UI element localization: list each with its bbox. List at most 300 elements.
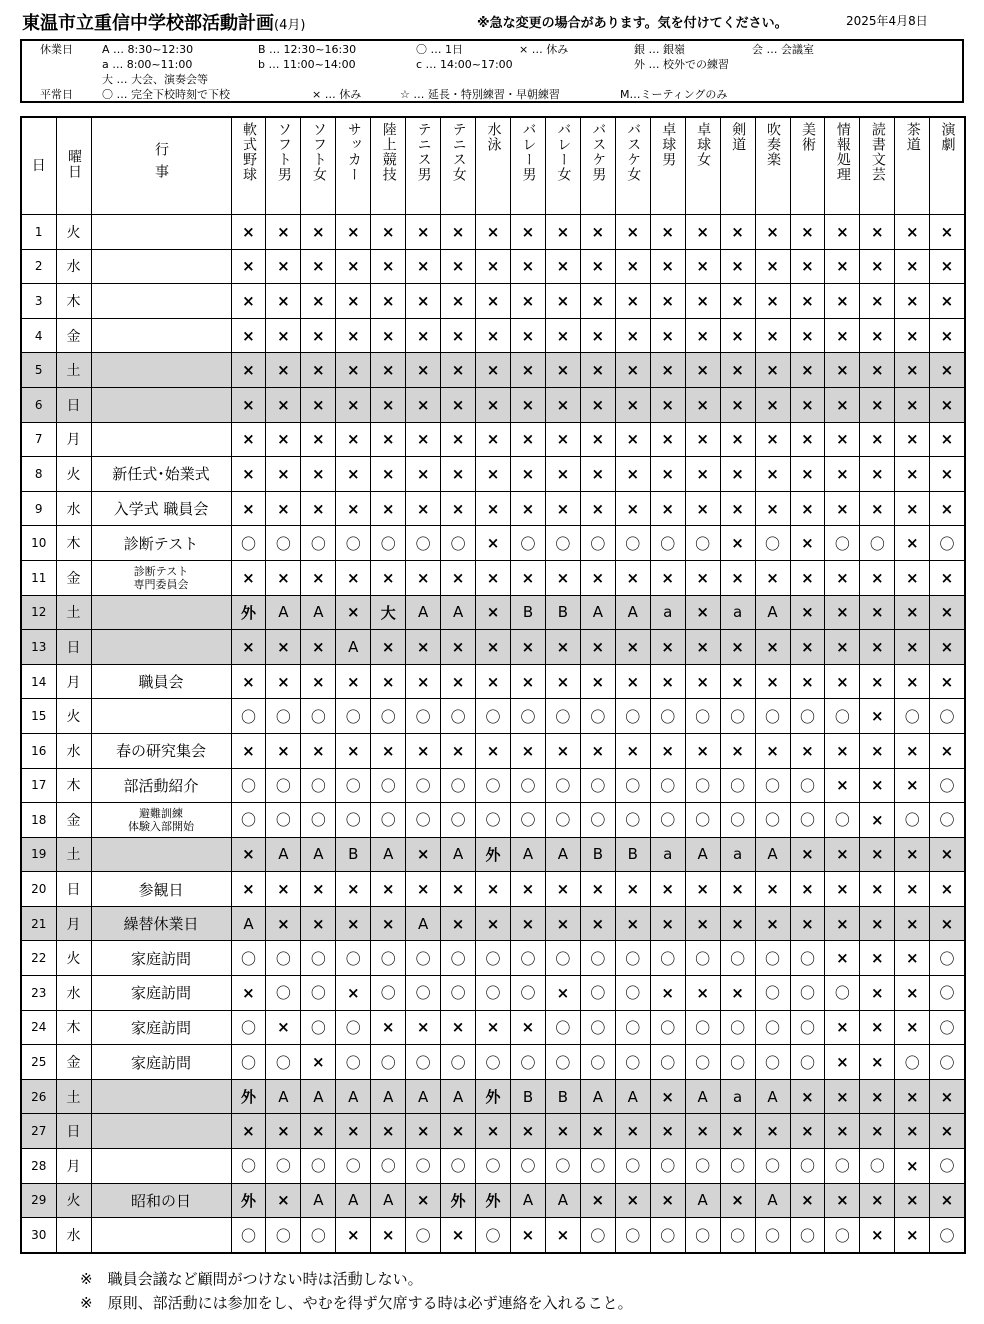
table-row <box>21 664 965 699</box>
activity-cell: 〇 <box>755 1149 790 1184</box>
club-header: 茶道 <box>895 117 930 215</box>
activity-cell: × <box>545 387 580 422</box>
day-number: 10 <box>21 526 56 561</box>
event-cell <box>91 699 231 734</box>
activity-cell: 〇 <box>371 803 406 838</box>
activity-cell: 〇 <box>301 1218 336 1253</box>
activity-cell: × <box>930 1114 965 1149</box>
table-row <box>21 215 965 250</box>
activity-cell: 〇 <box>371 1149 406 1184</box>
activity-cell: × <box>511 491 546 526</box>
activity-cell: × <box>231 284 266 319</box>
activity-cell: × <box>720 249 755 284</box>
activity-cell: A <box>371 1183 406 1218</box>
day-of-week: 日 <box>56 1114 91 1149</box>
legend-b: b … 11:00~14:00 <box>258 58 356 71</box>
activity-cell: 〇 <box>755 768 790 803</box>
activity-cell: A <box>545 837 580 872</box>
activity-cell: × <box>720 318 755 353</box>
activity-cell: 〇 <box>336 526 371 561</box>
activity-cell: × <box>685 630 720 665</box>
activity-cell: × <box>650 422 685 457</box>
activity-cell: × <box>720 526 755 561</box>
activity-cell: 〇 <box>720 1149 755 1184</box>
activity-cell: 〇 <box>301 768 336 803</box>
event-cell: 職員会 <box>91 664 231 699</box>
activity-cell: 〇 <box>371 976 406 1011</box>
activity-cell: × <box>650 733 685 768</box>
day-number: 25 <box>21 1045 56 1080</box>
activity-cell: × <box>755 457 790 492</box>
activity-cell: × <box>301 664 336 699</box>
activity-cell: × <box>825 387 860 422</box>
activity-cell: × <box>790 906 825 941</box>
activity-cell: 〇 <box>231 768 266 803</box>
activity-cell: × <box>615 1114 650 1149</box>
event-cell: 部活動紹介 <box>91 768 231 803</box>
activity-cell: × <box>371 422 406 457</box>
activity-cell: 〇 <box>266 976 301 1011</box>
activity-cell: 〇 <box>231 1010 266 1045</box>
activity-cell: × <box>790 249 825 284</box>
activity-cell: × <box>650 1114 685 1149</box>
activity-cell: × <box>790 630 825 665</box>
activity-cell: × <box>685 906 720 941</box>
page-title: 東温市立重信中学校部活動計画(4月) <box>22 13 306 34</box>
activity-cell: × <box>301 491 336 526</box>
club-header: バレー女 <box>545 117 580 215</box>
activity-cell: × <box>511 353 546 388</box>
activity-cell: × <box>301 1114 336 1149</box>
activity-cell: × <box>685 422 720 457</box>
activity-cell: × <box>650 664 685 699</box>
event-cell <box>91 837 231 872</box>
table-row <box>21 976 965 1011</box>
activity-cell: 〇 <box>580 1218 615 1253</box>
activity-cell: A <box>231 906 266 941</box>
activity-cell: × <box>301 906 336 941</box>
legend-kai: 会 … 会議室 <box>752 43 814 56</box>
activity-cell: A <box>336 1079 371 1114</box>
activity-cell: 〇 <box>580 699 615 734</box>
activity-cell: 〇 <box>615 1149 650 1184</box>
activity-cell: × <box>895 318 930 353</box>
event-cell <box>91 1079 231 1114</box>
event-cell: 家庭訪問 <box>91 976 231 1011</box>
activity-cell: × <box>930 560 965 595</box>
activity-cell: 〇 <box>441 526 476 561</box>
activity-cell: A <box>301 837 336 872</box>
activity-cell: × <box>860 906 895 941</box>
activity-cell: × <box>825 872 860 907</box>
activity-cell: × <box>266 284 301 319</box>
activity-cell: 〇 <box>545 526 580 561</box>
activity-cell: × <box>231 976 266 1011</box>
event-cell <box>91 387 231 422</box>
activity-cell: × <box>545 733 580 768</box>
activity-cell: 〇 <box>406 976 441 1011</box>
activity-cell: × <box>371 353 406 388</box>
activity-cell: × <box>301 387 336 422</box>
table-row <box>21 872 965 907</box>
activity-cell: × <box>615 457 650 492</box>
activity-cell: × <box>720 284 755 319</box>
activity-cell: × <box>511 1218 546 1253</box>
activity-cell: × <box>895 491 930 526</box>
activity-cell: × <box>441 353 476 388</box>
activity-cell: 〇 <box>406 1149 441 1184</box>
activity-cell: 〇 <box>231 941 266 976</box>
activity-cell: × <box>266 215 301 250</box>
activity-cell: × <box>406 457 441 492</box>
activity-cell: × <box>650 560 685 595</box>
activity-cell: × <box>266 457 301 492</box>
activity-cell: 〇 <box>615 803 650 838</box>
activity-cell: × <box>650 284 685 319</box>
activity-cell: 〇 <box>825 803 860 838</box>
activity-cell: × <box>301 630 336 665</box>
activity-cell: × <box>685 353 720 388</box>
legend-O: 〇 … 1日 <box>416 43 463 56</box>
change-notice: ※急な変更の場合があります。気を付けてください。 <box>477 16 788 31</box>
activity-cell: × <box>301 733 336 768</box>
activity-cell: × <box>441 387 476 422</box>
activity-cell: × <box>511 387 546 422</box>
table-row <box>21 1149 965 1184</box>
activity-cell: × <box>860 941 895 976</box>
club-header: バスケ男 <box>580 117 615 215</box>
activity-cell: × <box>720 733 755 768</box>
activity-cell: × <box>476 422 511 457</box>
activity-cell: 〇 <box>685 941 720 976</box>
activity-cell: × <box>895 768 930 803</box>
activity-cell: × <box>441 664 476 699</box>
table-row <box>21 526 965 561</box>
table-row <box>21 768 965 803</box>
activity-cell: × <box>790 733 825 768</box>
activity-cell: 外 <box>476 837 511 872</box>
activity-cell: 外 <box>231 1183 266 1218</box>
activity-cell: B <box>545 1079 580 1114</box>
activity-cell: × <box>371 1114 406 1149</box>
activity-cell: A <box>615 595 650 630</box>
activity-cell: × <box>930 1079 965 1114</box>
activity-cell: 〇 <box>860 526 895 561</box>
activity-cell: × <box>615 215 650 250</box>
activity-cell: × <box>441 906 476 941</box>
event-cell <box>91 595 231 630</box>
activity-cell: 〇 <box>790 1045 825 1080</box>
activity-cell: a <box>720 837 755 872</box>
activity-cell: × <box>930 906 965 941</box>
activity-cell: × <box>685 215 720 250</box>
event-cell: 診断テスト 専門委員会 <box>91 560 231 595</box>
activity-cell: × <box>860 318 895 353</box>
activity-cell: × <box>511 630 546 665</box>
activity-cell: × <box>231 630 266 665</box>
activity-cell: × <box>231 353 266 388</box>
activity-cell: A <box>615 1079 650 1114</box>
event-cell <box>91 630 231 665</box>
activity-cell: × <box>371 457 406 492</box>
activity-cell: × <box>545 249 580 284</box>
activity-cell: × <box>860 560 895 595</box>
activity-cell: 〇 <box>615 1218 650 1253</box>
activity-cell: 〇 <box>511 1045 546 1080</box>
activity-cell: × <box>930 837 965 872</box>
activity-cell: × <box>755 318 790 353</box>
activity-cell: B <box>580 837 615 872</box>
activity-cell: × <box>685 1114 720 1149</box>
activity-cell: × <box>790 595 825 630</box>
activity-cell: 〇 <box>231 699 266 734</box>
day-number: 29 <box>21 1183 56 1218</box>
activity-cell: 〇 <box>580 526 615 561</box>
day-of-week: 日 <box>56 387 91 422</box>
table-row <box>21 1183 965 1218</box>
day-of-week: 火 <box>56 1183 91 1218</box>
activity-cell: × <box>580 215 615 250</box>
club-header: 美術 <box>790 117 825 215</box>
activity-cell: 〇 <box>650 1010 685 1045</box>
activity-cell: × <box>615 906 650 941</box>
activity-cell: × <box>860 630 895 665</box>
activity-cell: 〇 <box>545 699 580 734</box>
activity-cell: × <box>545 457 580 492</box>
activity-cell: 〇 <box>371 526 406 561</box>
activity-cell: 〇 <box>266 1218 301 1253</box>
activity-cell: 〇 <box>720 768 755 803</box>
table-row <box>21 837 965 872</box>
activity-cell: × <box>895 249 930 284</box>
activity-cell: × <box>685 249 720 284</box>
activity-cell: × <box>336 353 371 388</box>
activity-cell: × <box>336 215 371 250</box>
table-row <box>21 699 965 734</box>
activity-cell: × <box>476 387 511 422</box>
day-of-week: 土 <box>56 353 91 388</box>
activity-cell: 〇 <box>650 941 685 976</box>
activity-cell: × <box>930 215 965 250</box>
legend-gin: 銀 … 銀嶺 <box>634 43 685 56</box>
activity-cell: 〇 <box>336 1045 371 1080</box>
activity-cell: × <box>895 664 930 699</box>
activity-cell: × <box>441 422 476 457</box>
activity-cell: 〇 <box>406 941 441 976</box>
activity-cell: × <box>441 872 476 907</box>
day-number: 6 <box>21 387 56 422</box>
activity-cell: × <box>650 976 685 1011</box>
activity-cell: 〇 <box>231 1149 266 1184</box>
activity-cell: 〇 <box>301 699 336 734</box>
activity-cell: × <box>371 1010 406 1045</box>
activity-cell: × <box>266 249 301 284</box>
day-of-week: 水 <box>56 733 91 768</box>
activity-cell: × <box>615 733 650 768</box>
day-number: 4 <box>21 318 56 353</box>
activity-cell: × <box>580 906 615 941</box>
club-header: サッカー <box>336 117 371 215</box>
activity-cell: × <box>406 872 441 907</box>
activity-cell: 〇 <box>406 1045 441 1080</box>
activity-cell: × <box>930 387 965 422</box>
activity-cell: × <box>790 1079 825 1114</box>
header-day: 日 <box>21 117 56 215</box>
activity-cell: × <box>406 422 441 457</box>
activity-cell: × <box>511 284 546 319</box>
table-row <box>21 803 965 838</box>
activity-cell: × <box>476 249 511 284</box>
activity-cell: × <box>406 215 441 250</box>
activity-cell: × <box>301 249 336 284</box>
activity-cell: × <box>406 249 441 284</box>
day-of-week: 木 <box>56 1010 91 1045</box>
activity-cell: 〇 <box>511 803 546 838</box>
event-cell: 入学式 職員会 <box>91 491 231 526</box>
event-cell: 診断テスト <box>91 526 231 561</box>
activity-cell: × <box>511 318 546 353</box>
activity-cell: 〇 <box>266 1045 301 1080</box>
issue-date: 2025年4月8日 <box>846 14 928 28</box>
activity-cell: × <box>266 422 301 457</box>
activity-cell: 〇 <box>266 526 301 561</box>
day-number: 21 <box>21 906 56 941</box>
club-header: 卓球男 <box>650 117 685 215</box>
activity-cell: × <box>545 664 580 699</box>
day-number: 14 <box>21 664 56 699</box>
activity-cell: × <box>441 1010 476 1045</box>
activity-cell: × <box>231 387 266 422</box>
activity-cell: × <box>755 733 790 768</box>
activity-cell: × <box>336 560 371 595</box>
activity-cell: × <box>301 1045 336 1080</box>
activity-cell: × <box>615 872 650 907</box>
day-of-week: 金 <box>56 1045 91 1080</box>
activity-cell: × <box>685 387 720 422</box>
club-header: 演劇 <box>930 117 965 215</box>
activity-cell: × <box>860 768 895 803</box>
activity-cell: 〇 <box>860 1149 895 1184</box>
activity-cell: A <box>755 837 790 872</box>
legend-heijo-label: 平常日 <box>40 88 73 101</box>
activity-cell: 〇 <box>755 699 790 734</box>
day-number: 17 <box>21 768 56 803</box>
footer-note-2: ※ 原則、部活動には参加をし、やむを得ず欠席する時は必ず連絡を入れること。 <box>80 1294 633 1312</box>
activity-cell: × <box>825 560 860 595</box>
day-of-week: 月 <box>56 906 91 941</box>
activity-cell: × <box>755 491 790 526</box>
day-of-week: 金 <box>56 560 91 595</box>
activity-cell: 〇 <box>930 976 965 1011</box>
activity-cell: 〇 <box>790 1010 825 1045</box>
table-row <box>21 387 965 422</box>
activity-cell: 〇 <box>790 941 825 976</box>
activity-cell: × <box>266 560 301 595</box>
activity-cell: 〇 <box>301 1149 336 1184</box>
activity-cell: × <box>895 1218 930 1253</box>
activity-cell: × <box>895 837 930 872</box>
activity-cell: × <box>825 595 860 630</box>
activity-cell: × <box>266 387 301 422</box>
activity-cell: × <box>825 664 860 699</box>
activity-cell: 〇 <box>336 699 371 734</box>
activity-cell: 〇 <box>930 1218 965 1253</box>
activity-cell: × <box>266 491 301 526</box>
club-header: テニス女 <box>441 117 476 215</box>
activity-cell: × <box>720 387 755 422</box>
day-number: 2 <box>21 249 56 284</box>
legend-a: a … 8:00~11:00 <box>102 58 193 71</box>
activity-cell: × <box>545 630 580 665</box>
activity-cell: × <box>336 906 371 941</box>
activity-cell: × <box>476 1010 511 1045</box>
activity-cell: × <box>476 284 511 319</box>
activity-cell: × <box>825 318 860 353</box>
day-number: 20 <box>21 872 56 907</box>
legend-star: ☆ … 延長・特別練習・早朝練習 <box>400 88 560 101</box>
day-of-week: 日 <box>56 872 91 907</box>
activity-cell: 大 <box>371 595 406 630</box>
activity-cell: × <box>895 1183 930 1218</box>
activity-cell: × <box>720 906 755 941</box>
activity-cell: × <box>930 872 965 907</box>
activity-cell: × <box>511 733 546 768</box>
activity-cell: 〇 <box>615 1010 650 1045</box>
activity-cell: × <box>930 1183 965 1218</box>
club-header: 剣道 <box>720 117 755 215</box>
day-of-week: 金 <box>56 803 91 838</box>
activity-cell: × <box>371 906 406 941</box>
activity-cell: × <box>720 560 755 595</box>
activity-cell: A <box>406 906 441 941</box>
activity-cell: 〇 <box>720 699 755 734</box>
activity-cell: × <box>720 630 755 665</box>
activity-cell: 〇 <box>720 803 755 838</box>
activity-cell: × <box>685 872 720 907</box>
event-cell <box>91 318 231 353</box>
activity-cell: × <box>371 318 406 353</box>
activity-cell: × <box>790 872 825 907</box>
activity-cell: × <box>930 664 965 699</box>
activity-cell: × <box>930 733 965 768</box>
day-of-week: 木 <box>56 526 91 561</box>
activity-cell: × <box>615 630 650 665</box>
day-of-week: 月 <box>56 664 91 699</box>
activity-cell: 〇 <box>476 699 511 734</box>
activity-cell: × <box>755 906 790 941</box>
activity-cell: 〇 <box>930 699 965 734</box>
activity-cell: × <box>895 976 930 1011</box>
activity-cell: 〇 <box>650 526 685 561</box>
table-row <box>21 560 965 595</box>
activity-cell: × <box>895 526 930 561</box>
activity-cell: × <box>790 387 825 422</box>
activity-cell: 〇 <box>441 699 476 734</box>
activity-cell: 〇 <box>685 526 720 561</box>
day-of-week: 木 <box>56 284 91 319</box>
activity-cell: × <box>930 457 965 492</box>
day-of-week: 日 <box>56 630 91 665</box>
activity-cell: × <box>406 318 441 353</box>
activity-cell: × <box>441 560 476 595</box>
activity-cell: 〇 <box>336 768 371 803</box>
activity-cell: 〇 <box>371 699 406 734</box>
activity-cell: × <box>406 664 441 699</box>
activity-cell: × <box>790 1114 825 1149</box>
activity-cell: × <box>371 733 406 768</box>
legend-X: × … 休み <box>519 43 569 56</box>
footer-note-1: ※ 職員会議など顧問がつけない時は活動しない。 <box>80 1270 423 1288</box>
